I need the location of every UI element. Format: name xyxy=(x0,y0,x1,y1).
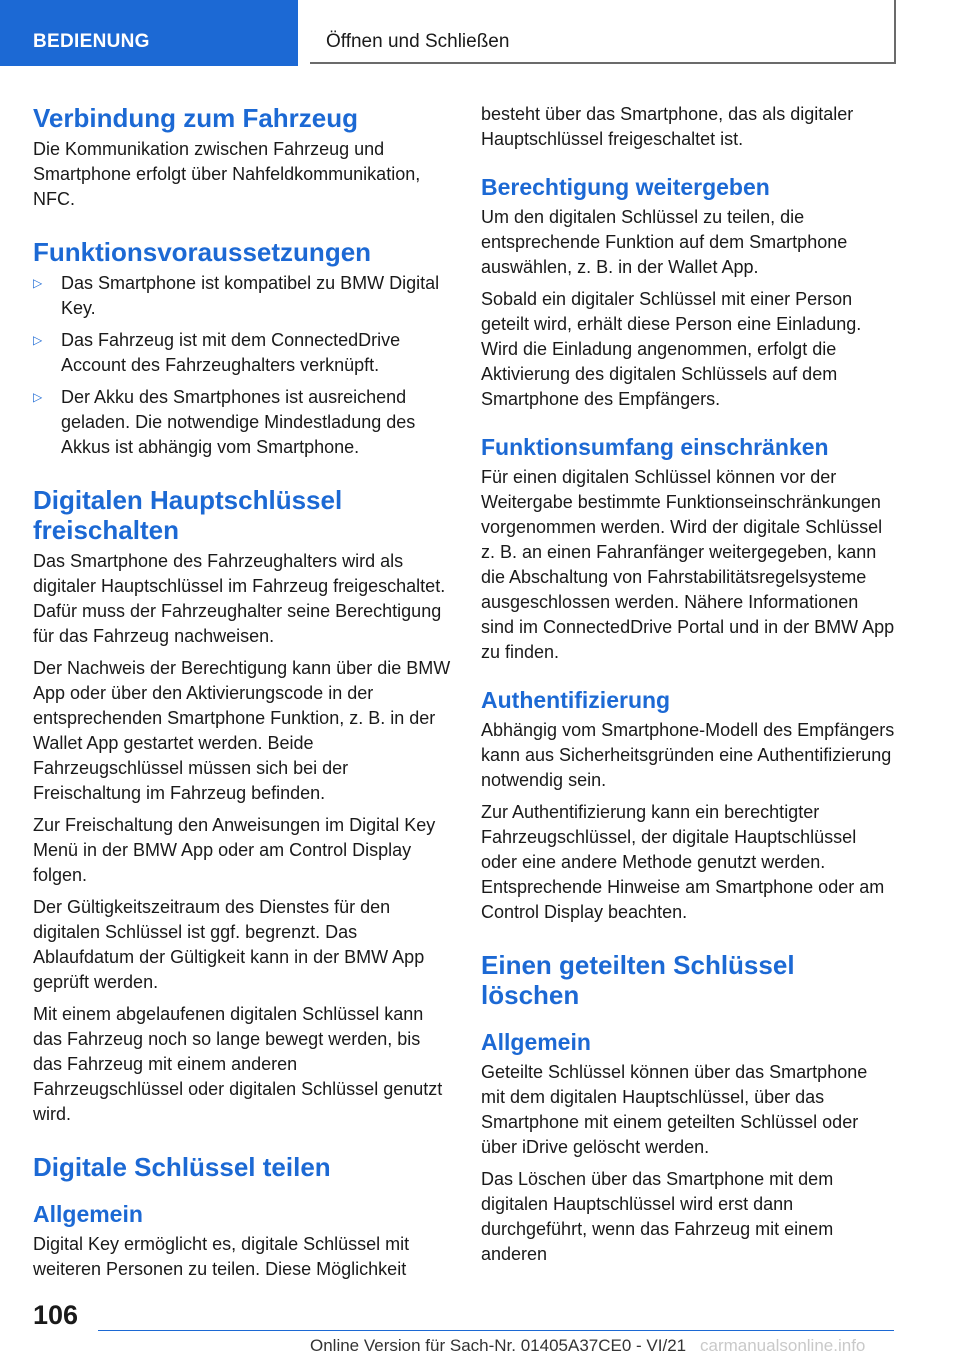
heading-authentifizierung: Authentifizierung xyxy=(481,687,671,713)
paragraph: Für einen digitalen Schlüssel können vor der Weitergabe bestimmte Funktionseinschränkungen vorgenommen werden. Wird der digitale Schlüssel z. B. an einen Fahranfänger weitergegeben, kann die Abschaltung von Fahrstabilitätsregelsysteme ausgeschlossen werden. Nähere Informationen sind im ConnectedDrive Portal und in der BMW App zu finden. xyxy=(481,467,895,662)
right-column xyxy=(481,102,895,1274)
list-item: ▷ Das Smartphone ist kompatibel zu BMW Digital Key. xyxy=(33,273,440,318)
triangle-bullet-icon: ▷ xyxy=(33,276,43,290)
chapter-header xyxy=(310,0,896,64)
footer-divider xyxy=(98,1330,894,1331)
heading-funktionsvoraussetzungen: Funktionsvoraussetzungen xyxy=(33,237,372,267)
paragraph: besteht über das Smartphone, das als digitaler Hauptschlüssel freigeschaltet ist. xyxy=(481,104,854,149)
heading-teilen: Digitale Schlüssel teilen xyxy=(33,1152,331,1182)
heading-allgemein-2: Allgemein xyxy=(481,1029,591,1055)
paragraph: Der Gültigkeitszeitraum des Dienstes für den digitalen Schlüssel ist ggf. begrenzt. Das Ablaufdatum der Gültigkeit kann in der BMW App geprüft werden. xyxy=(33,897,425,992)
left-column xyxy=(33,103,451,1289)
paragraph: Um den digitalen Schlüssel zu teilen, die entsprechende Funktion auf dem Smartphone auswählen, z. B. in der Wallet App. xyxy=(481,207,848,277)
heading-allgemein: Allgemein xyxy=(33,1201,143,1227)
paragraph: Geteilte Schlüssel können über das Smartphone mit dem digitalen Hauptschlüssel, über das Smartphone mit einem geteilten Schlüssel oder über iDrive gelöscht werden. xyxy=(481,1062,868,1157)
paragraph: Das Smartphone des Fahrzeughalters wird als digitaler Hauptschlüssel im Fahrzeug freigeschaltet. Dafür muss der Fahrzeughalter seine Berechtigung für das Fahrzeug nachweisen. xyxy=(33,551,446,646)
paragraph: Abhängig vom Smartphone-Modell des Empfängers kann aus Sicherheitsgründen eine Authentifizierung notwendig sein. xyxy=(481,720,895,790)
triangle-bullet-icon: ▷ xyxy=(33,333,43,347)
paragraph: Zur Freischaltung den Anweisungen im Digital Key Menü in der BMW App oder am Control Display folgen. xyxy=(33,815,436,885)
paragraph: Digital Key ermöglicht es, digitale Schlüssel mit weiteren Personen zu teilen. Diese Möglichkeit xyxy=(33,1234,410,1279)
section-tab xyxy=(0,0,298,66)
footer-version: Online Version für Sach-Nr. 01405A37CE0 - VI/21 xyxy=(310,1336,687,1355)
heading-loeschen: Einen geteilten Schlüssel löschen xyxy=(481,950,795,1010)
paragraph: Das Löschen über das Smartphone mit dem digitalen Hauptschlüssel wird erst dann durchgeführt, wenn das Fahrzeug mit einem anderen xyxy=(481,1169,834,1264)
section-label: BEDIENUNG xyxy=(33,31,150,52)
chapter-title: Öffnen und Schließen xyxy=(326,31,510,52)
heading-freischalten: Digitalen Hauptschlüssel freischalten xyxy=(33,485,343,545)
watermark: carmanualsonline.info xyxy=(700,1336,866,1355)
page-number: 106 xyxy=(33,1300,79,1330)
heading-verbindung: Verbindung zum Fahrzeug xyxy=(33,103,359,133)
paragraph: Der Nachweis der Berechtigung kann über die BMW App oder über den Aktivierungscode in der entsprechenden Smartphone Funktion, z. B. in der Wallet App gestartet werden. Beide Fahrzeugschlüssel müssen sich bei der Freischaltung im Fahrzeug befinden. xyxy=(33,658,451,803)
paragraph: Zur Authentifizierung kann ein berechtigter Fahrzeugschlüssel, der digitale Hauptschlüssel oder eine andere Methode genutzt werden. Entsprechende Hinweise am Smartphone oder am Control Display beachten. xyxy=(481,802,885,922)
heading-funktionsumfang: Funktionsumfang einschränken xyxy=(481,434,829,460)
paragraph: Die Kommunikation zwischen Fahrzeug und Smartphone erfolgt über Nahfeldkommunikation, NFC. xyxy=(33,139,421,209)
triangle-bullet-icon: ▷ xyxy=(33,390,43,404)
heading-berechtigung: Berechtigung weitergeben xyxy=(481,174,770,200)
list-item: ▷ Der Akku des Smartphones ist ausreichend geladen. Die notwendige Mindestladung des Akkus ist abhängig vom Smartphone. xyxy=(33,387,416,457)
list-item: ▷ Das Fahrzeug ist mit dem ConnectedDrive Account des Fahrzeughalters verknüpft. xyxy=(33,330,401,375)
paragraph: Mit einem abgelaufenen digitalen Schlüssel kann das Fahrzeug noch so lange bewegt werden, bis das Fahrzeug mit einem anderen Fahrzeugschlüssel oder digitalen Schlüssel genutzt wird. xyxy=(33,1004,443,1124)
paragraph: Sobald ein digitaler Schlüssel mit einer Person geteilt wird, erhält diese Person eine Einladung. Wird die Einladung angenommen, erfolgt die Aktivierung des digitalen Schlüssels auf dem Smartphone des Empfängers. xyxy=(481,289,862,409)
